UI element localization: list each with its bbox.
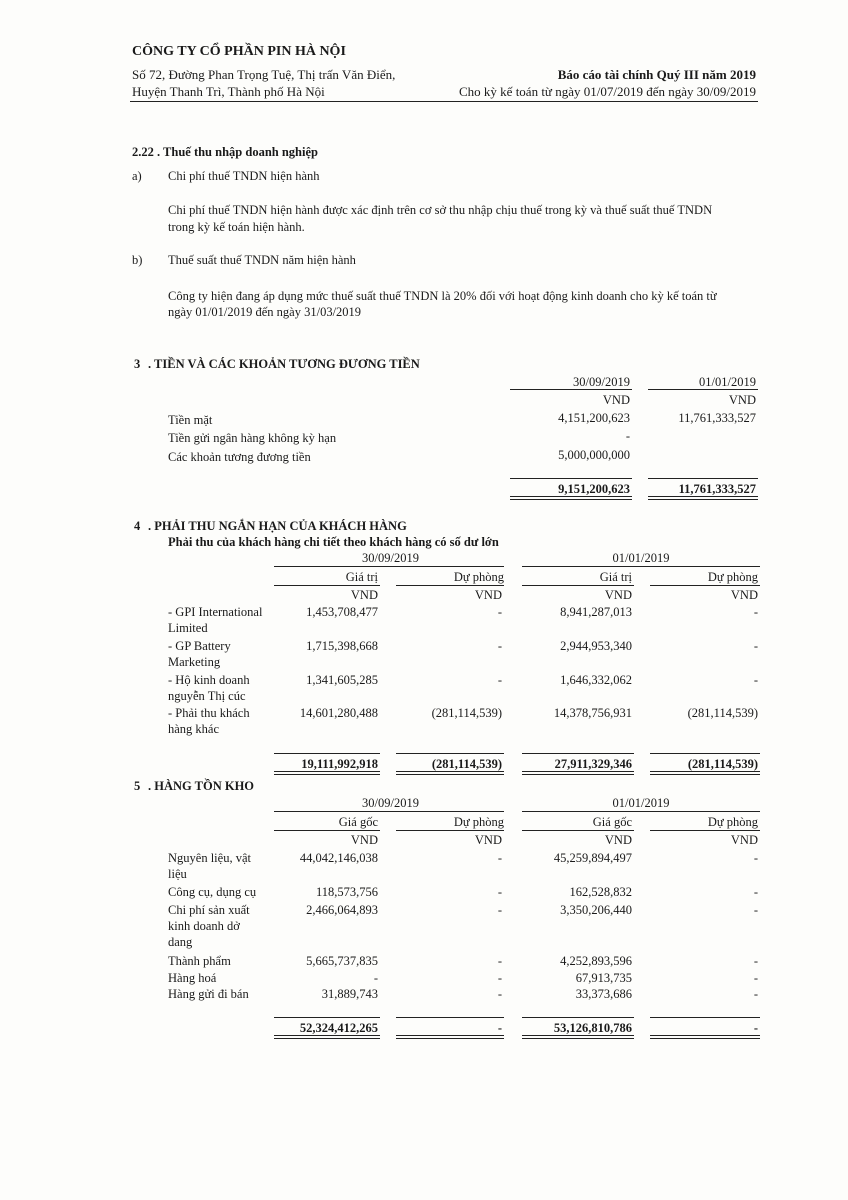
s3-col1-rule (510, 389, 632, 390)
s4-date2-rule (522, 566, 760, 567)
s5-row-prov-sep: - (497, 954, 502, 968)
s5-row-label-line1: Nguyên liệu, vật (168, 851, 251, 865)
s3-row-v1: 5,000,000,000 (558, 448, 630, 462)
s3-row-v1: - (625, 429, 630, 443)
header-rule (130, 101, 758, 102)
s5-row-cost-sep: 31,889,743 (321, 987, 378, 1001)
s5-h-rule (274, 830, 380, 831)
s4-row-prov-sep: - (497, 639, 502, 653)
s5-row-cost-jan: 67,913,735 (575, 971, 632, 985)
s4-row-value-sep: 1,453,708,477 (306, 605, 378, 619)
s5-unit: VND (350, 833, 378, 847)
s4-row-value-jan: 2,944,953,340 (560, 639, 632, 653)
s4-h-value: Giá trị (345, 570, 378, 584)
s4-total-double-rule (522, 771, 634, 775)
item-b-label: b) (132, 253, 143, 267)
s5-row-label-line1: Công cụ, dụng cụ (168, 885, 257, 899)
s5-row-prov-sep: - (497, 971, 502, 985)
s5-unit: VND (604, 833, 632, 847)
s4-row-label-line1: - GP Battery (168, 639, 231, 653)
s5-h-cost: Giá gốc (592, 815, 632, 829)
s3-row-label: Các khoản tương đương tiền (168, 450, 311, 464)
s4-unit: VND (730, 588, 758, 602)
s5-total-rule (396, 1017, 504, 1018)
s5-date2: 01/01/2019 (612, 796, 670, 810)
s5-row-cost-sep: 118,573,756 (315, 885, 378, 899)
s5-row-prov-jan: - (753, 903, 758, 917)
s5-row-cost-sep: - (373, 971, 378, 985)
item-a-text-line2: trong kỳ kế toán hiện hành. (168, 220, 305, 234)
s4-row-prov-jan: - (753, 605, 758, 619)
s5-row-prov-jan: - (753, 971, 758, 985)
company-name: CÔNG TY CỔ PHẦN PIN HÀ NỘI (132, 44, 346, 59)
s5-date1-rule (274, 811, 504, 812)
s5-row-label-line1: Thành phẩm (168, 954, 231, 968)
s3-total-col1: 9,151,200,623 (558, 482, 630, 496)
s4-date2: 01/01/2019 (612, 551, 670, 565)
s4-row-value-sep: 14,601,280,488 (299, 706, 378, 720)
section-2-22-heading: 2.22 . Thuế thu nhập doanh nghiệp (132, 145, 318, 159)
item-a-title: Chi phí thuế TNDN hiện hành (168, 169, 320, 183)
s3-col2-date: 01/01/2019 (699, 375, 756, 389)
s3-col1-unit: VND (602, 393, 630, 407)
s5-row-prov-jan: - (753, 987, 758, 1001)
s4-row-prov-jan: - (753, 639, 758, 653)
s5-total-double-rule (522, 1035, 634, 1039)
s4-h-value: Giá trị (599, 570, 632, 584)
s4-row-prov-sep: - (497, 673, 502, 687)
s3-col2-rule (648, 389, 758, 390)
s4-row-label-line1: - Hộ kinh doanh (168, 673, 250, 687)
s4-row-label-line2: nguyễn Thị cúc (168, 689, 246, 703)
s4-total-rule (274, 753, 380, 754)
s4-row-value-jan: 14,378,756,931 (553, 706, 632, 720)
item-b-text-line2: ngày 01/01/2019 đến ngày 31/03/2019 (168, 305, 362, 319)
s5-total-rule (522, 1017, 634, 1018)
s4-h-rule (274, 585, 380, 586)
item-a-label: a) (132, 169, 142, 183)
s5-h-provision: Dự phòng (453, 815, 504, 829)
s4-row-label-line2: Marketing (168, 655, 221, 669)
s5-total-prov-sep: - (497, 1021, 502, 1035)
section-3-title: . TIỀN VÀ CÁC KHOẢN TƯƠNG ĐƯƠNG TIỀN (148, 357, 420, 371)
item-b-text-line1: Công ty hiện đang áp dụng mức thuế suất thuế TNDN là 20% đối với hoạt động kinh doanh cho kỳ kế toán từ (168, 289, 717, 303)
s3-row-v1: 4,151,200,623 (558, 411, 630, 425)
section-5-title: . HÀNG TỒN KHO (148, 779, 255, 793)
company-address-line1: Số 72, Đường Phan Trọng Tuệ, Thị trấn Văn Điển, (132, 67, 396, 82)
s3-col1-double-rule (510, 496, 632, 500)
s4-total-rule (396, 753, 504, 754)
s4-row-label-line2: Limited (168, 621, 208, 635)
s3-row-label: Tiền mặt (168, 413, 213, 427)
company-address-line2: Huyện Thanh Trì, Thành phố Hà Nội (132, 84, 325, 99)
s5-row-prov-sep: - (497, 885, 502, 899)
s4-total-prov-sep: (281,114,539) (431, 757, 502, 771)
s4-row-prov-jan: (281,114,539) (687, 706, 758, 720)
s4-h-rule (650, 585, 760, 586)
s4-h-provision: Dự phòng (707, 570, 758, 584)
s5-total-rule (274, 1017, 380, 1018)
s5-h-provision: Dự phòng (707, 815, 758, 829)
section-5-number: 5 (134, 779, 141, 793)
s5-unit: VND (474, 833, 502, 847)
report-title: Báo cáo tài chính Quý III năm 2019 (557, 67, 756, 82)
s5-total-cost-sep: 52,324,412,265 (299, 1021, 378, 1035)
s4-total-prov-jan: (281,114,539) (687, 757, 758, 771)
s4-h-provision: Dự phòng (453, 570, 504, 584)
s5-row-cost-jan: 45,259,894,497 (553, 851, 632, 865)
s3-col2-unit: VND (728, 393, 756, 407)
s5-total-cost-jan: 53,126,810,786 (553, 1021, 632, 1035)
s5-row-cost-jan: 33,373,686 (575, 987, 632, 1001)
s5-total-double-rule (650, 1035, 760, 1039)
s4-total-value-sep: 19,111,992,918 (301, 757, 378, 771)
s4-row-value-jan: 1,646,332,062 (560, 673, 632, 687)
s4-total-double-rule (274, 771, 380, 775)
section-4-number: 4 (134, 519, 141, 533)
s3-col2-total-rule (648, 478, 758, 479)
s4-total-rule (650, 753, 760, 754)
s5-row-label-line2: liệu (168, 867, 187, 881)
s3-row-label: Tiền gửi ngân hàng không kỳ hạn (168, 431, 337, 445)
s5-row-cost-jan: 162,528,832 (569, 885, 632, 899)
s4-unit: VND (604, 588, 632, 602)
s4-row-prov-sep: (281,114,539) (431, 706, 502, 720)
s5-date1: 30/09/2019 (362, 796, 419, 810)
s3-col1-date: 30/09/2019 (573, 375, 630, 389)
s4-total-double-rule (650, 771, 760, 775)
section-4-subtitle: Phải thu của khách hàng chi tiết theo khách hàng có số dư lớn (168, 535, 499, 549)
s5-h-rule (396, 830, 504, 831)
s5-date2-rule (522, 811, 760, 812)
s5-row-label-line2: kinh doanh dở (168, 919, 240, 933)
s5-row-prov-jan: - (753, 885, 758, 899)
s4-h-rule (396, 585, 504, 586)
s4-row-label-line1: - GPI International (168, 605, 263, 619)
s5-row-label-line1: Chi phí sản xuất (168, 903, 250, 917)
s4-unit: VND (474, 588, 502, 602)
report-period: Cho kỳ kế toán từ ngày 01/07/2019 đến ngày 30/09/2019 (459, 84, 756, 99)
s5-row-cost-jan: 4,252,893,596 (560, 954, 632, 968)
s4-total-value-jan: 27,911,329,346 (554, 757, 632, 771)
s3-col2-double-rule (648, 496, 758, 500)
s5-row-prov-sep: - (497, 987, 502, 1001)
s4-row-prov-sep: - (497, 605, 502, 619)
s5-total-double-rule (396, 1035, 504, 1039)
s5-row-prov-sep: - (497, 851, 502, 865)
section-3-number: 3 (134, 357, 141, 371)
s3-col1-total-rule (510, 478, 632, 479)
s5-row-label-line1: Hàng hoá (168, 971, 217, 985)
s4-row-label-line2: hàng khác (168, 722, 220, 736)
s5-row-cost-sep: 5,665,737,835 (306, 954, 378, 968)
s5-row-cost-sep: 44,042,146,038 (299, 851, 378, 865)
s4-h-rule (522, 585, 634, 586)
s4-total-double-rule (396, 771, 504, 775)
s5-row-cost-jan: 3,350,206,440 (560, 903, 632, 917)
s5-h-rule (522, 830, 634, 831)
s5-row-prov-jan: - (753, 954, 758, 968)
s4-row-value-jan: 8,941,287,013 (560, 605, 632, 619)
s4-unit: VND (350, 588, 378, 602)
s5-row-label-line3: dang (168, 935, 193, 949)
s5-row-prov-sep: - (497, 903, 502, 917)
s5-h-cost: Giá gốc (338, 815, 378, 829)
s5-total-rule (650, 1017, 760, 1018)
s5-row-cost-sep: 2,466,064,893 (306, 903, 378, 917)
s5-total-double-rule (274, 1035, 380, 1039)
s5-unit: VND (730, 833, 758, 847)
s5-total-prov-jan: - (753, 1021, 758, 1035)
item-b-title: Thuế suất thuế TNDN năm hiện hành (168, 253, 356, 267)
s3-row-v2: 11,761,333,527 (678, 411, 756, 425)
s4-row-prov-jan: - (753, 673, 758, 687)
s4-row-value-sep: 1,341,605,285 (306, 673, 378, 687)
item-a-text-line1: Chi phí thuế TNDN hiện hành được xác định trên cơ sở thu nhập chịu thuế trong kỳ và thuế suất thuế TNDN (168, 203, 713, 217)
section-4-title: . PHẢI THU NGẮN HẠN CỦA KHÁCH HÀNG (148, 519, 407, 533)
s4-total-rule (522, 753, 634, 754)
s5-row-label-line1: Hàng gửi đi bán (168, 987, 249, 1001)
s4-date1: 30/09/2019 (362, 551, 419, 565)
s4-row-label-line1: - Phải thu khách (168, 706, 250, 720)
s3-total-col2: 11,761,333,527 (678, 482, 756, 496)
s5-h-rule (650, 830, 760, 831)
s4-date1-rule (274, 566, 504, 567)
s4-row-value-sep: 1,715,398,668 (306, 639, 378, 653)
s5-row-prov-jan: - (753, 851, 758, 865)
